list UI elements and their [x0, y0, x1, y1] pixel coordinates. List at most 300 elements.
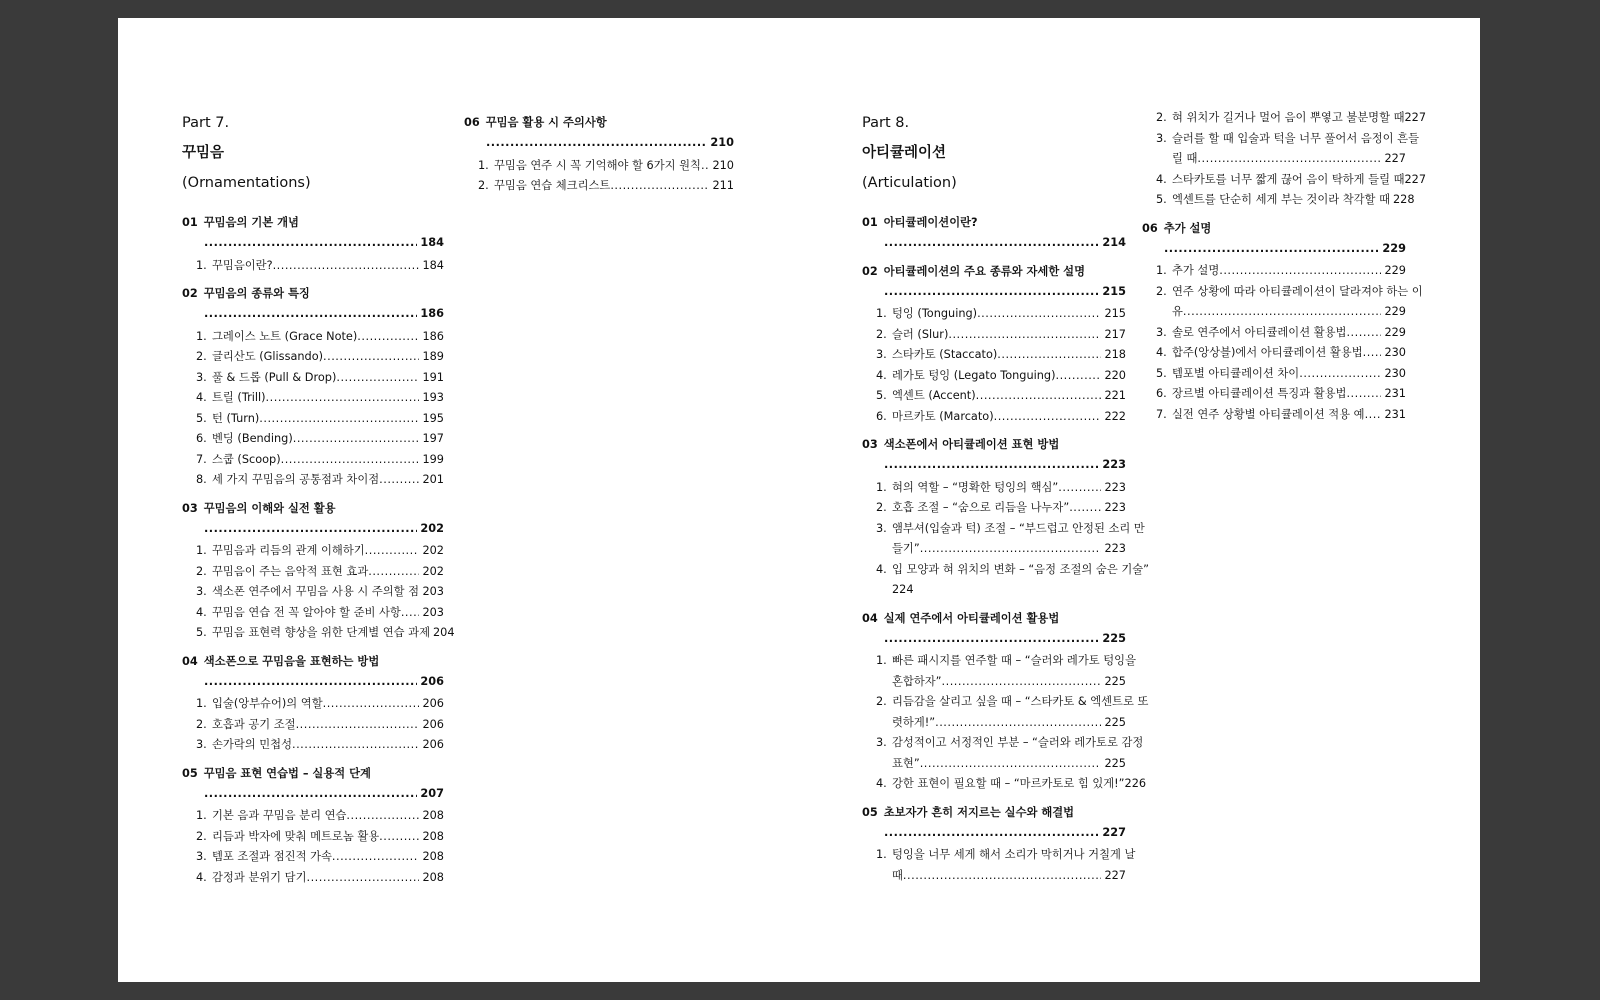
toc-entry-number: 3.: [196, 370, 207, 384]
toc-entry-body: [892, 407, 1126, 428]
toc-entry-number: 3.: [876, 521, 887, 535]
toc-entry-title: 텅잉 (Tonguing): [892, 307, 978, 320]
toc-entry[interactable]: [876, 733, 1144, 774]
toc-section: [862, 803, 1136, 887]
toc-entry-title: 장르별 아티큘레이션 특징과 활용법: [1172, 387, 1347, 400]
toc-section-heading[interactable]: [862, 803, 1126, 823]
toc-entry-line: [892, 754, 1126, 775]
toc-entry-body: [212, 806, 444, 827]
toc-entry[interactable]: [1156, 323, 1406, 344]
toc-entry[interactable]: [876, 692, 1149, 733]
toc-entry-title: 꾸밈음 연습 체크리스트: [494, 179, 611, 192]
toc-entry-body: [212, 847, 444, 868]
toc-entry-title: 색소폰 연주에서 꾸밈음 사용 시 주의할 점: [212, 585, 420, 598]
section-page-row: [884, 823, 1126, 844]
dot-leader: [977, 304, 1101, 325]
toc-entry[interactable]: [1156, 405, 1406, 426]
section-page-row: [204, 784, 444, 805]
toc-entry-title: 글리산도 (Glissando): [212, 350, 324, 363]
toc-entry-number: 4.: [196, 870, 207, 884]
toc-entry[interactable]: [876, 845, 1136, 886]
toc-entry-body: [212, 450, 444, 471]
toc-entry[interactable]: [1156, 384, 1406, 405]
toc-entry-number: 1.: [876, 307, 887, 320]
toc-entry[interactable]: [196, 847, 444, 868]
toc-entry-title-cont: 유: [1172, 305, 1183, 318]
toc-entry[interactable]: [876, 386, 1126, 407]
section-title: 꾸밈음의 종류와 특징: [203, 287, 310, 300]
toc-entry-body: [494, 156, 734, 177]
toc-entry-number: 6.: [1156, 387, 1167, 400]
toc-section-heading[interactable]: [182, 213, 444, 233]
toc-entry[interactable]: [1156, 108, 1427, 129]
toc-page-number: 231: [1384, 407, 1406, 421]
toc-entry[interactable]: [876, 325, 1126, 346]
toc-entry[interactable]: [196, 409, 444, 430]
toc-entry-number: 3.: [196, 850, 207, 863]
toc-section: [464, 113, 734, 197]
section-number: 06: [1142, 221, 1158, 235]
toc-entry-title: 추가 설명: [1172, 264, 1220, 277]
toc-entry-body: [892, 478, 1126, 499]
part-subtitle: (Articulation): [862, 175, 957, 191]
toc-section-heading[interactable]: [862, 609, 1126, 629]
toc-entry-line: [876, 651, 1136, 672]
toc-entry-line: [876, 845, 1136, 866]
part-title: 꾸밈음: [182, 145, 225, 161]
toc-page-number: 223: [1104, 501, 1126, 514]
dot-leader: [293, 429, 420, 450]
toc-entry-number: 3.: [876, 348, 887, 361]
toc-entry-body: [892, 345, 1126, 366]
toc-entry[interactable]: [478, 156, 734, 177]
pdf-page: [118, 18, 1480, 982]
toc-section: [182, 652, 444, 756]
section-page-number: 214: [1102, 236, 1126, 249]
toc-entry-body: [212, 582, 444, 603]
toc-entry-title: 그레이스 노트 (Grace Note): [212, 329, 358, 343]
toc-entry[interactable]: [1156, 170, 1427, 191]
section-page-row: [204, 519, 444, 540]
toc-entry-number: 1.: [196, 329, 207, 343]
toc-entry-body: [1172, 405, 1406, 426]
toc-entry-number: 1.: [196, 809, 207, 822]
toc-entry[interactable]: [876, 774, 1147, 795]
toc-entry[interactable]: [196, 470, 444, 491]
dot-leader: [332, 847, 420, 868]
toc-entry[interactable]: [876, 519, 1145, 560]
toc-entry-body: [212, 409, 444, 430]
section-page-row: [204, 672, 444, 693]
toc-column-part7-b: [464, 113, 734, 205]
toc-section: [862, 435, 1150, 601]
toc-entry-line: [876, 692, 1149, 713]
toc-entry-body: [1172, 190, 1415, 211]
toc-page-number: 189: [422, 350, 444, 363]
section-page-number: 227: [1102, 825, 1126, 839]
toc-page-number: 230: [1384, 366, 1406, 380]
toc-entry-title: 스쿱 (Scoop): [212, 452, 281, 466]
part-number: Part 8.: [862, 115, 910, 131]
toc-entry-number: 2.: [478, 179, 489, 192]
dot-leader: [920, 754, 1102, 775]
dot-leader: [368, 562, 419, 583]
toc-entry-number: 1.: [196, 258, 207, 272]
dot-leader: [323, 694, 420, 715]
part-number: Part 7.: [182, 115, 230, 131]
toc-entry[interactable]: [196, 368, 444, 389]
section-number: 02: [182, 287, 198, 300]
toc-entry[interactable]: [1156, 282, 1423, 323]
toc-entry-number: 7.: [196, 452, 207, 466]
toc-entry[interactable]: [876, 498, 1126, 519]
dot-leader: [296, 715, 420, 736]
toc-page-number: 227: [1384, 152, 1406, 165]
section-page-row: [884, 629, 1126, 650]
section-title: 꾸밈음의 이해와 실전 활용: [203, 501, 336, 515]
section-number: 04: [862, 611, 878, 625]
toc-page-number: 220: [1104, 368, 1126, 382]
toc-entry-number: 5.: [196, 626, 207, 639]
toc-entry[interactable]: [196, 868, 444, 889]
toc-section: [182, 284, 444, 491]
toc-section-heading[interactable]: [862, 213, 1126, 233]
toc-page-number: 208: [422, 829, 444, 843]
toc-entry-line: [892, 580, 1126, 601]
toc-entry-line: [876, 519, 1145, 540]
toc-section-heading[interactable]: [182, 652, 444, 672]
toc-entry-title: 연주 상황에 따라 아티큘레이션이 달라져야 하는 이: [1172, 284, 1423, 298]
toc-entry[interactable]: [196, 735, 444, 756]
toc-page-number: 203: [422, 605, 444, 619]
toc-entry-title: 텅잉을 너무 세게 해서 소리가 막히거나 거칠게 날: [892, 848, 1136, 861]
toc-section: [862, 213, 1126, 254]
toc-entry-number: 1.: [478, 158, 489, 172]
toc-entry-title: 호흡 조절 – “숨으로 리듬을 나누자”: [892, 501, 1070, 514]
dot-leader: [486, 133, 707, 154]
part-header: [182, 113, 444, 193]
toc-section-heading[interactable]: [182, 764, 444, 784]
section-title: 초보자가 흔히 저지르는 실수와 해결법: [883, 805, 1075, 819]
dot-leader: [1346, 384, 1381, 405]
dot-leader: [1197, 149, 1381, 170]
toc-entry-line: [876, 560, 1150, 581]
toc-entry-body: [212, 562, 444, 583]
toc-entry-title: 감정과 분위기 담기: [212, 870, 307, 884]
toc-page-number: 223: [1104, 542, 1126, 555]
dot-leader: [948, 325, 1101, 346]
toc-entry-number: 6.: [876, 409, 887, 423]
toc-entry-number: 4.: [1156, 346, 1167, 359]
section-number: 05: [182, 766, 198, 780]
dot-leader: [903, 866, 1102, 887]
toc-section: [1142, 219, 1423, 426]
toc-entry[interactable]: [876, 366, 1126, 387]
toc-entry-number: 1.: [876, 654, 887, 667]
dot-leader: [273, 256, 420, 277]
toc-page-number: 202: [422, 544, 444, 557]
section-title: 아티큘레이션의 주요 종류와 자세한 설명: [883, 264, 1085, 278]
dot-leader: [994, 407, 1102, 428]
section-number: 02: [862, 264, 878, 278]
toc-entry-title: 템포별 아티큘레이션 차이: [1172, 366, 1300, 380]
toc-entry-number: 4.: [196, 391, 207, 404]
toc-entry-body: [212, 827, 444, 848]
toc-entry-number: 1.: [196, 544, 207, 557]
dot-leader: [1164, 239, 1379, 260]
toc-page-number: 225: [1104, 674, 1126, 688]
toc-page-number: 201: [422, 473, 444, 486]
toc-page-number: 206: [422, 717, 444, 731]
section-page-number: 206: [420, 674, 444, 688]
toc-page-number: 186: [422, 329, 444, 343]
section-page-number: 184: [420, 236, 444, 249]
toc-entry-body: [1172, 170, 1427, 191]
dot-leader: [884, 823, 1099, 844]
section-title: 꾸밈음 표현 연습법 – 실용적 단계: [203, 766, 371, 780]
toc-entry-line: [1156, 282, 1423, 303]
section-page-number: 210: [710, 136, 734, 149]
toc-entry-body: [212, 347, 444, 368]
toc-entry-title: 턴 (Turn): [212, 411, 260, 425]
toc-page-number: 229: [1384, 305, 1406, 318]
toc-entry-number: 3.: [876, 736, 887, 749]
toc-entry[interactable]: [196, 450, 444, 471]
toc-entry-title-cont: 224: [892, 583, 914, 596]
dot-leader: [1069, 498, 1101, 519]
toc-entry-title: 레가토 텅잉 (Legato Tonguing): [892, 368, 1056, 382]
toc-entry-number: 4.: [1156, 172, 1167, 186]
toc-entry-body: [1172, 108, 1427, 129]
toc-page-number: 227: [1104, 868, 1126, 882]
toc-entry-number: 2.: [1156, 284, 1167, 298]
toc-column-part7-a: [182, 113, 455, 896]
toc-page-number: 206: [422, 738, 444, 751]
toc-entry[interactable]: [196, 582, 444, 603]
toc-entry-title-cont: 릴 때: [1172, 152, 1198, 165]
section-page-number: 229: [1382, 241, 1406, 255]
toc-entry-title: 손가락의 민첩성: [212, 738, 292, 751]
toc-entry[interactable]: [876, 407, 1126, 428]
toc-page-number: 229: [1384, 264, 1406, 277]
toc-entry-title: 마르카토 (Marcato): [892, 409, 994, 423]
toc-entry-number: 7.: [1156, 407, 1167, 421]
toc-section-heading[interactable]: [182, 499, 444, 519]
toc-entry[interactable]: [876, 304, 1126, 325]
toc-entry-body: [212, 327, 444, 348]
toc-entry-line: [892, 713, 1126, 734]
toc-entry[interactable]: [196, 827, 444, 848]
toc-entry-title: 꾸밈음 연주 시 꼭 기억해야 할 6가지 원칙: [494, 158, 701, 172]
toc-entry[interactable]: [876, 560, 1150, 601]
toc-entry-line: [1172, 149, 1406, 170]
toc-entry-line: [892, 539, 1126, 560]
section-page-row: [884, 282, 1126, 303]
dot-leader: [204, 519, 417, 540]
toc-entry[interactable]: [1156, 129, 1419, 170]
toc-entry[interactable]: [196, 623, 455, 644]
toc-entry-title: 꾸밈음이 주는 음악적 표현 효과: [212, 564, 369, 578]
toc-entry-title: 혀의 역할 – “명확한 텅잉의 핵심”: [892, 480, 1059, 494]
toc-entry-title: 템포 조절과 점진적 가속: [212, 850, 332, 863]
toc-entry-line: [892, 672, 1126, 693]
toc-entry[interactable]: [1156, 343, 1406, 364]
section-page-row: [486, 133, 734, 154]
toc-entry-title-cont: 때: [892, 868, 903, 882]
dot-leader: [1055, 366, 1101, 387]
toc-section-heading[interactable]: [1142, 219, 1406, 239]
toc-entry-body: [1172, 323, 1406, 344]
toc-page-number: 218: [1104, 348, 1126, 361]
dot-leader: [884, 455, 1099, 476]
dot-leader: [997, 345, 1101, 366]
toc-entry-body: [892, 498, 1126, 519]
toc-entry-title: 입술(앙부슈어)의 역할: [212, 697, 323, 710]
toc-entry-title: 호흡과 공기 조절: [212, 717, 296, 731]
toc-entry[interactable]: [478, 176, 734, 197]
toc-page-number: 184: [422, 258, 444, 272]
toc-entry[interactable]: [196, 603, 444, 624]
toc-entry-number: 2.: [876, 327, 887, 341]
toc-entry-body: [212, 603, 444, 624]
section-page-row: [204, 304, 444, 325]
toc-entry-title: 기본 음과 꾸밈음 분리 연습: [212, 809, 347, 822]
toc-entry-number: 1.: [876, 848, 887, 861]
toc-entry-number: 2.: [876, 695, 887, 708]
toc-entry-title: 리듬감을 살리고 싶을 때 – “스타카토 & 엑센트로 또: [892, 695, 1149, 708]
toc-entry-body: [212, 470, 444, 491]
section-title: 색소폰에서 아티큘레이션 표현 방법: [883, 438, 1060, 451]
section-title: 아티큘레이션이란?: [883, 216, 978, 229]
toc-entry[interactable]: [1156, 190, 1415, 211]
toc-section: [182, 764, 444, 889]
part-header: [862, 113, 1126, 193]
section-number: 01: [182, 216, 198, 229]
toc-entry[interactable]: [196, 327, 444, 348]
toc-entry-number: 5.: [1156, 193, 1167, 206]
dot-leader: [204, 672, 417, 693]
toc-entry-number: 3.: [196, 738, 207, 751]
toc-entry-body: [892, 325, 1126, 346]
toc-entry-title: 벤딩 (Bending): [212, 432, 293, 445]
toc-entry-title: 꾸밈음 연습 전 꼭 알아야 할 준비 사항: [212, 605, 401, 619]
toc-entry[interactable]: [876, 345, 1126, 366]
toc-entry-title: 솔로 연주에서 아티큘레이션 활용법: [1172, 325, 1347, 339]
toc-entry-number: 2.: [196, 717, 207, 731]
toc-section: [182, 213, 444, 276]
toc-entry-body: [212, 694, 444, 715]
toc-page-number: 191: [422, 370, 444, 384]
toc-entry[interactable]: [196, 347, 444, 368]
toc-entry-title: 풀 & 드롭 (Pull & Drop): [212, 370, 337, 384]
toc-entry[interactable]: [196, 541, 444, 562]
section-title: 추가 설명: [1163, 221, 1212, 235]
toc-entry-number: 1.: [1156, 264, 1167, 277]
section-page-row: [204, 233, 444, 254]
toc-entry-title: 리듬과 박자에 맞춰 메트로놈 활용: [212, 829, 380, 843]
dot-leader: [379, 827, 419, 848]
toc-entry[interactable]: [196, 806, 444, 827]
dot-leader: [357, 327, 419, 348]
toc-section-heading[interactable]: [862, 435, 1126, 455]
toc-entry-number: 2.: [876, 501, 887, 514]
toc-entry-title: 강한 표현이 필요할 때 – “마르카토로 힘 있게!”226: [892, 777, 1147, 790]
toc-section-heading[interactable]: [862, 262, 1126, 282]
toc-entry-body: [892, 774, 1147, 795]
dot-leader: [1299, 364, 1381, 385]
dot-leader: [1219, 261, 1381, 282]
toc-entry[interactable]: [196, 715, 444, 736]
toc-entry-body: [1172, 384, 1406, 405]
toc-page-number: 208: [422, 809, 444, 822]
dot-leader: [1365, 405, 1382, 426]
toc-entry-title: 엑센트를 단순히 세게 부는 것이라 착각할 때: [1172, 193, 1390, 206]
toc-page-number: 208: [422, 850, 444, 863]
toc-entry-title: 엑센트 (Accent): [892, 389, 976, 402]
dot-leader: [610, 176, 709, 197]
toc-entry-body: [212, 256, 444, 277]
toc-entry-title: 스타카토 (Staccato): [892, 348, 998, 361]
toc-entry-title-cont: 들기”: [892, 542, 920, 555]
dot-leader: [1058, 478, 1101, 499]
toc-entry[interactable]: [876, 478, 1126, 499]
toc-entry[interactable]: [196, 562, 444, 583]
toc-entry-title: 슬러를 할 때 입술과 턱을 너무 풀어서 음정이 흔들: [1172, 131, 1419, 145]
toc-entry[interactable]: [1156, 364, 1406, 385]
dot-leader: [323, 347, 419, 368]
dot-leader: [281, 450, 420, 471]
toc-section-heading[interactable]: [182, 284, 444, 304]
toc-page-number: 230: [1384, 346, 1406, 359]
toc-entry-body: [212, 541, 444, 562]
toc-page-number: 199: [422, 452, 444, 466]
toc-entry-title: 꾸밈음이란?: [212, 258, 273, 272]
toc-entry-title: 트릴 (Trill): [212, 391, 266, 404]
section-page-number: 202: [420, 521, 444, 535]
toc-page-number: 225: [1104, 715, 1126, 729]
toc-entry[interactable]: [196, 256, 444, 277]
toc-entry-number: 3.: [1156, 325, 1167, 339]
toc-entry[interactable]: [196, 694, 444, 715]
toc-entry[interactable]: [876, 651, 1136, 692]
toc-page-number: 208: [422, 870, 444, 884]
toc-entry-number: 3.: [1156, 131, 1167, 145]
toc-entry-number: 2.: [196, 564, 207, 578]
section-number: 03: [862, 438, 878, 451]
toc-page-number: 215: [1104, 307, 1126, 320]
section-number: 06: [464, 116, 480, 129]
toc-entry-title: 입 모양과 혀 위치의 변화 – “음정 조절의 숨은 기술”: [892, 562, 1150, 576]
dot-leader: [1346, 323, 1381, 344]
toc-entry[interactable]: [196, 429, 444, 450]
toc-entry-number: 5.: [196, 411, 207, 425]
toc-page-number: 204: [432, 626, 455, 639]
toc-entry[interactable]: [1156, 261, 1406, 282]
toc-entry-title: 스타카토를 너무 짧게 끊어 음이 탁하게 들릴 때227: [1172, 172, 1427, 186]
toc-entry-title-cont: 표현”: [892, 756, 920, 770]
toc-entry-title-cont: 렷하게!”: [892, 715, 936, 729]
toc-entry[interactable]: [196, 388, 444, 409]
toc-section-heading[interactable]: [464, 113, 734, 133]
toc-entry-line: [1172, 302, 1406, 323]
dot-leader: [976, 386, 1102, 407]
toc-entry-number: 5.: [1156, 366, 1167, 380]
toc-page-number: 206: [422, 697, 444, 710]
toc-entry-title: 빠른 패시지를 연주할 때 – “슬러와 레가토 텅잉을: [892, 654, 1136, 667]
toc-entry-body: [212, 368, 444, 389]
toc-page-number: 229: [1384, 325, 1406, 339]
toc-entry-number: 4.: [876, 777, 887, 790]
